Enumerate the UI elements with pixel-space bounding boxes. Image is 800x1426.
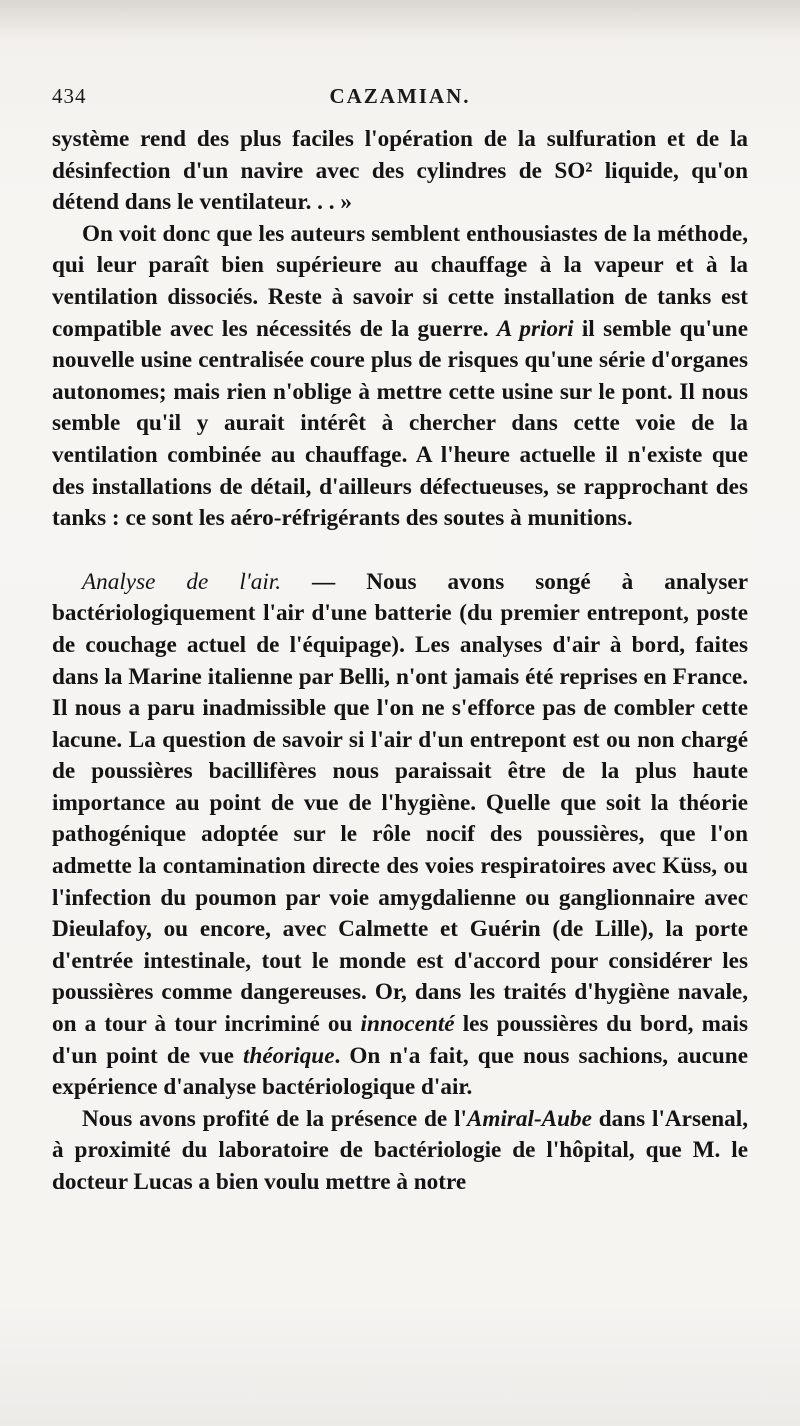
paragraph-tanks bbox=[52, 219, 748, 535]
paragraph-text: . On n'a fait, que nous sachions, aucune expérience d'analyse bactériologique d'air. bbox=[52, 1042, 748, 1101]
paragraph-text: — Nous avons songé à analyser bactériologiquement l'air d'une batterie (du premier entrepont, poste de couchage actuel de l'équipage). Les analyses d'air à bord, faites dans la Marine italienne par Belli, n'ont jamais été reprises en France. Il nous a paru inadmissible que l'on ne s'efforce pas de combler cette lacune. La question de savoir si l'air d'un entrepont est ou non chargé de poussières bacillifères nous paraissait être de la plus haute importance au point de vue de l'hygiène. Quelle que soit la théorie pathogénique adoptée sur le rôle nocif des poussières, que l'on admette la contamination directe des voies respiratoires avec Küss, ou l'infection du poumon par voie amygdalienne ou ganglionnaire avec Dieulafoy, ou encore, avec Calmette et Guérin (de Lille), la porte d'entrée intestinale, tout le monde est d'accord pour considérer les poussières comme dangereuses. Or, dans les traités d'hygiène navale, on a tour à tour incriminé ou bbox=[52, 568, 748, 1038]
paragraph-text: Nous avons profité de la présence de l' bbox=[82, 1105, 467, 1132]
italic-text: innocenté bbox=[360, 1011, 455, 1038]
paragraph-continuation bbox=[52, 124, 748, 219]
body-text bbox=[52, 124, 748, 1199]
paragraph-text: On voit donc que les auteurs semblent enthousiastes de la méthode, qui leur paraît bien supérieure au chauffage à la vapeur et à la ventilation dissociés. Reste à savoir si cette installation de tanks est compatible avec les nécessités de la guerre. bbox=[52, 220, 748, 342]
italic-text: Amiral-Aube bbox=[466, 1105, 592, 1132]
paragraph-text: les poussières du bord, mais d'un point de vue bbox=[52, 1011, 748, 1069]
page-header bbox=[52, 84, 748, 114]
paragraph-text: il semble qu'une nouvelle usine centralisée coure plus de risques qu'une série d'organes autonomes; mais rien n'oblige à mettre cette usine sur le pont. Il nous semble qu'il y aurait intérêt à chercher dans cette voie de la ventilation combinée au chauffage. A l'heure actuelle il n'existe que des installations de détail, d'ailleurs défectueuses, se rapprochant des tanks : ce sont les aéro-réfrigérants des soutes à munitions. bbox=[52, 315, 748, 532]
running-title: CAZAMIAN. bbox=[329, 84, 471, 108]
paragraph-text: dans l'Arsenal, à proximité du laboratoire de bactériologie de l'hôpital, que M. le docteur Lucas a bien voulu mettre à notre bbox=[52, 1105, 748, 1195]
section-heading: Analyse de l'air. bbox=[82, 568, 282, 595]
paragraph-air-analysis bbox=[52, 567, 748, 1104]
italic-text: théorique bbox=[243, 1042, 335, 1069]
paragraph-text: système rend des plus faciles l'opération de la sulfuration et de la désinfection d'un navire avec des cylindres de SO² liquide, qu'on détend dans le ventilateur. . . » bbox=[52, 126, 748, 216]
italic-text: A priori bbox=[496, 315, 574, 342]
paragraph-amiral-aube bbox=[52, 1104, 748, 1199]
page-number: 434 bbox=[52, 84, 87, 108]
